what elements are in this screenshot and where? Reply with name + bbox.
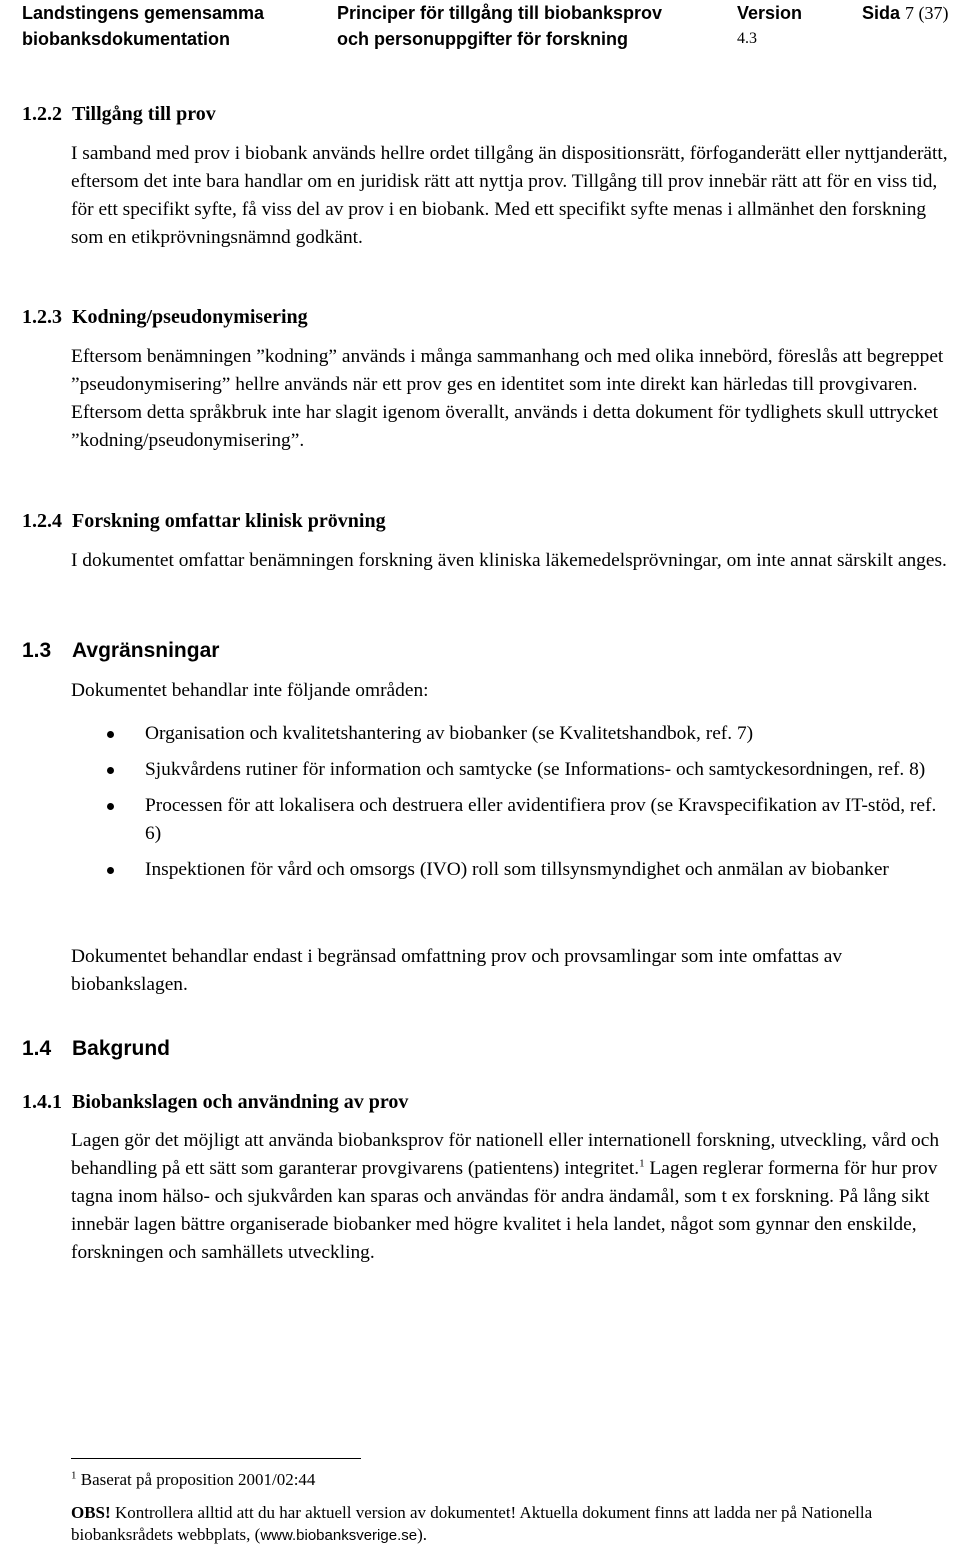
list-item: Sjukvårdens rutiner för information och samtycke (se Informations- och samtyckesordningen, ref. 8) — [71, 756, 951, 784]
paragraph-1-2-2: I samband med prov i biobank används hellre ordet tillgång än dispositionsrätt, förfoganderätt eller nyttjanderätt, eftersom det inte bara handlar om en juridisk rätt att nyttja prov. Tillgång till prov innebär rätt att för en viss tid, för ett specifikt syfte, få viss del av prov i en biobank. Med ett specifikt syfte menas i allmänhet den forskning som en etikprövningsnämnd godkänt. — [71, 143, 948, 248]
list-item: Processen för att lokalisera och destruera eller avidentifiera prov (se Kravspecifikation av IT-stöd, ref. 6) — [71, 792, 951, 848]
page-number: Sida 7 (37) — [862, 3, 949, 23]
paragraph-1-2-4: I dokumentet omfattar benämningen forskning även kliniska läkemedelsprövningar, om inte annat särskilt anges. — [71, 550, 947, 571]
paragraph-1-3-intro: Dokumentet behandlar inte följande områden: — [71, 680, 429, 701]
paragraph-1-3-outro: Dokumentet behandlar endast i begränsad omfattning prov och provsamlingar som inte omfattas av biobankslagen. — [71, 946, 843, 995]
footnote-separator — [71, 1458, 361, 1459]
footer-notice: OBS! Kontrollera alltid att du har aktuell version av dokumentet! Aktuella dokument finns att ladda ner på Nationella biobanksrådets webbplats, (www.biobanksverige.se). — [71, 1503, 873, 1544]
bullet-icon — [107, 767, 114, 774]
bullet-icon — [107, 867, 114, 874]
bullet-icon — [107, 803, 114, 810]
footnote-reference: 1 — [639, 1157, 645, 1170]
exclusions-list — [71, 720, 951, 892]
footnote: $^1$ Baserat på proposition 2001/02:44 — [71, 1469, 316, 1489]
org-name: Landstingens gemensamma biobanksdokumentation — [22, 3, 265, 49]
page-header — [0, 0, 960, 60]
list-item: Organisation och kvalitetshantering av biobanker (se Kvalitetshandbok, ref. 7) — [71, 720, 951, 748]
bullet-icon — [107, 731, 114, 738]
version-info: Version 4.3 — [737, 3, 803, 47]
list-item: Inspektionen för vård och omsorgs (IVO) roll som tillsynsmyndighet och anmälan av biobanker — [71, 856, 951, 884]
website-link[interactable]: www.biobanksverige.se — [260, 1527, 418, 1544]
paragraph-1-2-3: Eftersom benämningen ”kodning” används i många sammanhang och med olika innebörd, föreslås att begreppet ”pseudonymisering” hellre används när ett prov ges en identitet som inte direkt kan härledas till provgivaren. Eftersom detta språkbruk inte har slagit igenom överallt, används i detta dokument för tydlighets skull uttrycket ”kodning/pseudonymisering”. — [71, 346, 944, 451]
document-title: Principer för tillgång till biobanksprov och personuppgifter för forskning — [337, 3, 663, 49]
paragraph-1-4-1: Lagen gör det möjligt att använda biobanksprov för nationell eller internationell forskning, utveckling, vård och behandling på ett sätt som garanterar provgivarens (patientens) integritet.$^1$ Lagen reglerar formerna för hur prov tagna inom hälso- och sjukvården kan sparas och användas för andra ändamål, som t ex forskning. På lång sikt innebär lagen bättre organiserade biobanker med högre kvalitet i hela landet, något som gynnar den enskilde, forskningen och samhällets utveckling. — [71, 1130, 940, 1263]
